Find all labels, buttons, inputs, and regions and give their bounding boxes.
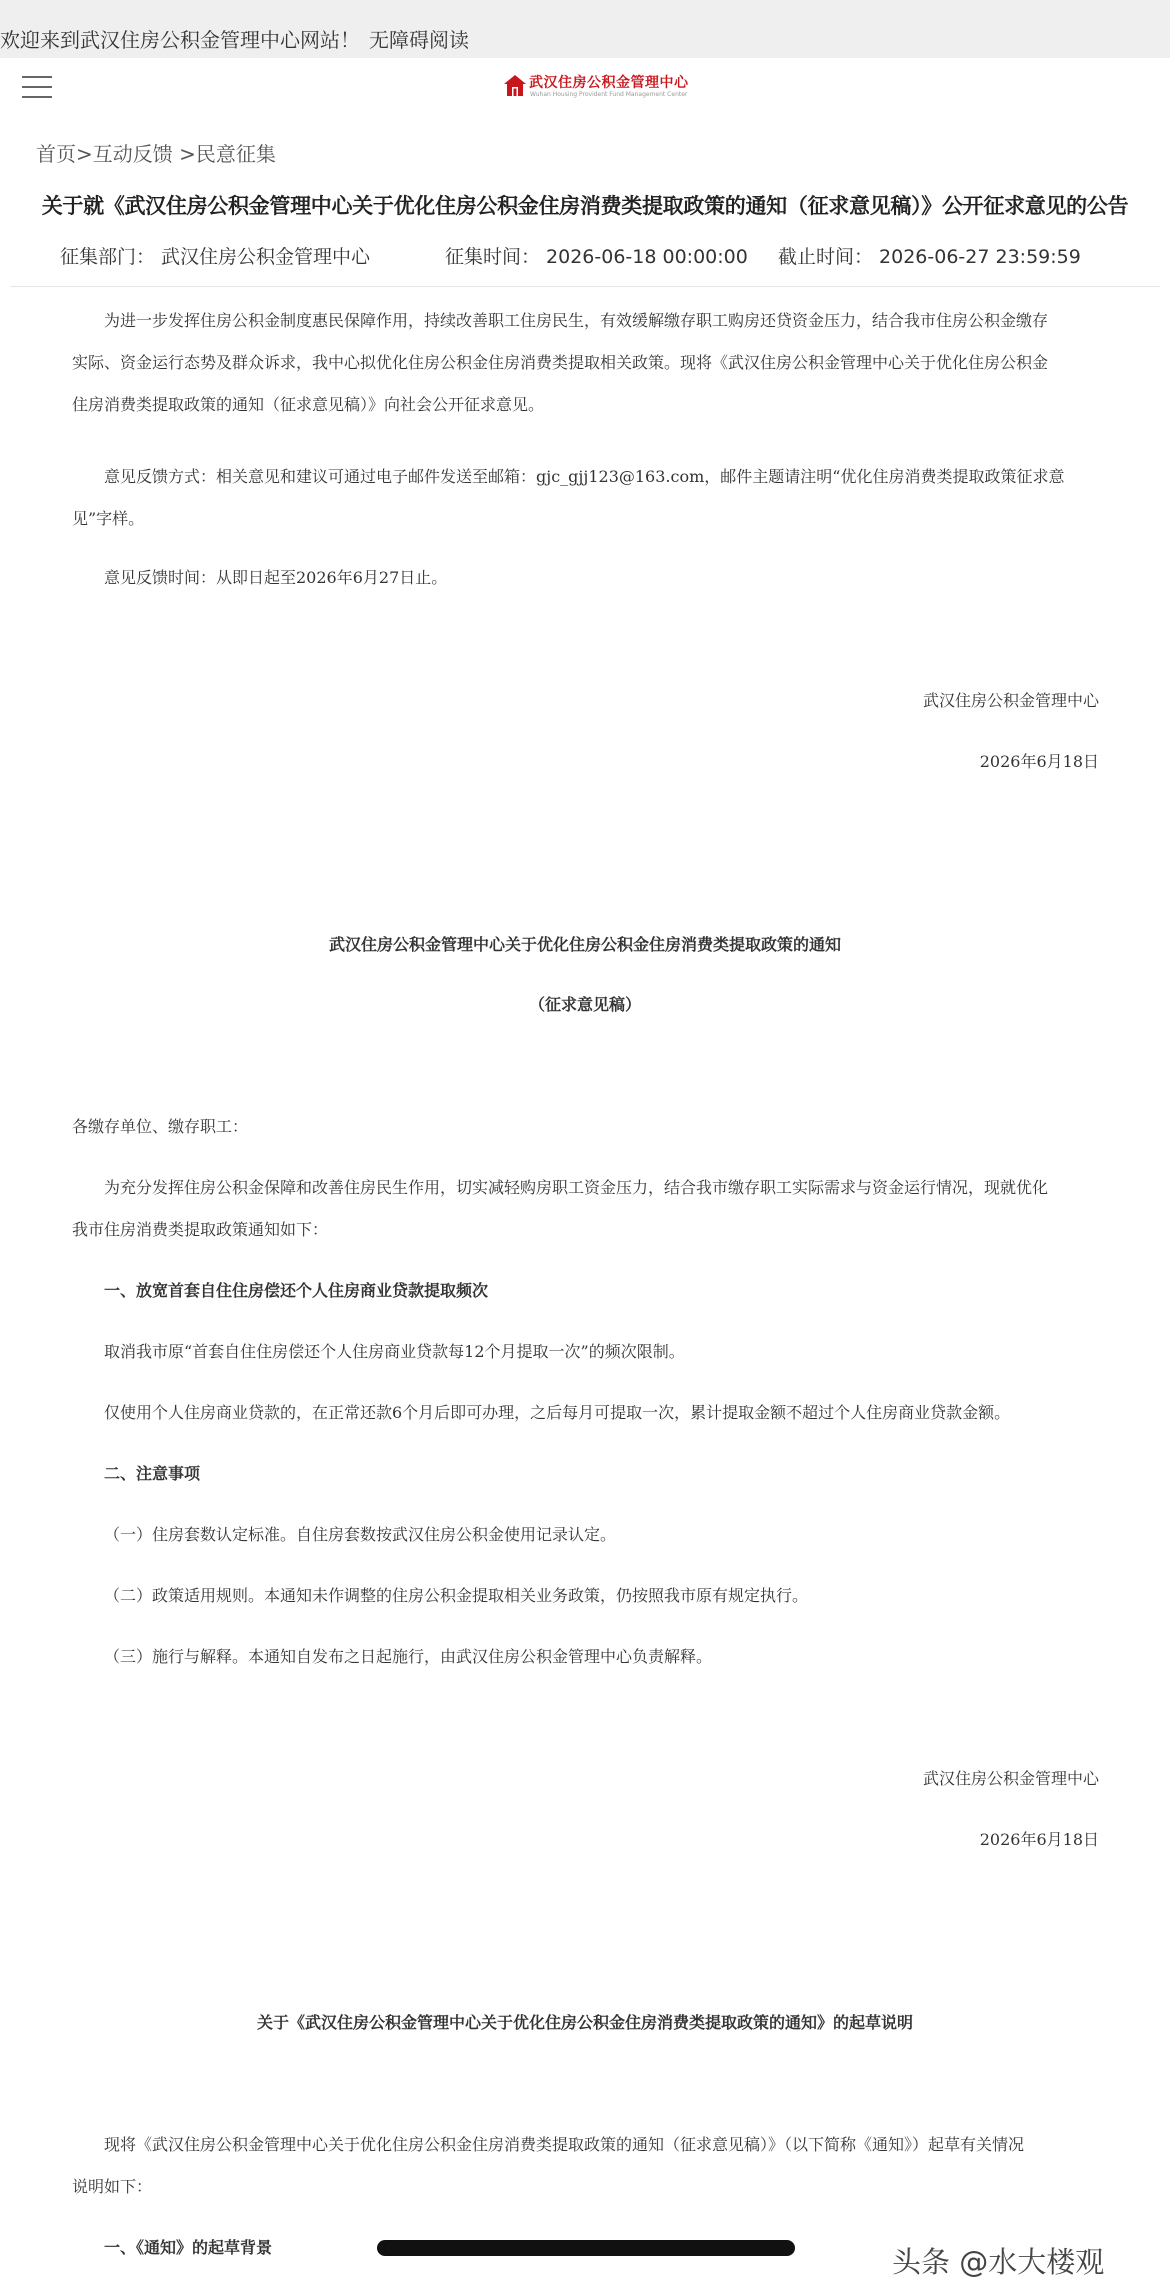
- notice-item-3: （三）施行与解释。本通知自发布之日起施行，由武汉住房公积金管理中心负责解释。: [104, 1647, 713, 1666]
- notice-heading-1: 一、放宽首套自住住房偿还个人住房商业贷款提取频次: [104, 1281, 489, 1300]
- notice-item-2: （二）政策适用规则。本通知未作调整的住房公积金提取相关业务政策，仍按照我市原有规定执行。: [104, 1586, 809, 1605]
- notice-title: 武汉住房公积金管理中心关于优化住房公积金住房消费类提取政策的通知: [328, 935, 841, 954]
- home-indicator-bar[interactable]: [377, 2240, 795, 2256]
- notice-heading-2: 二、注意事项: [104, 1464, 201, 1483]
- announcement-date: 2026年6月18日: [979, 752, 1099, 771]
- meta-divider: [10, 286, 1160, 287]
- meta-start-time: 征集时间： 2026-06-18 00:00:00: [445, 246, 748, 268]
- explanation-heading-1: 一、《通知》的起草背景: [104, 2238, 273, 2257]
- welcome-text: 欢迎来到武汉住房公积金管理中心网站！: [0, 28, 360, 52]
- notice-intro-line-2: 我市住房消费类提取政策通知如下：: [72, 1220, 329, 1239]
- top-bar: [0, 0, 1170, 58]
- hamburger-menu-icon[interactable]: [22, 74, 52, 100]
- breadcrumb-home[interactable]: 首页: [36, 142, 76, 166]
- announcement-para-1-line-1: 为进一步发挥住房公积金制度惠民保障作用，持续改善职工住房民生，有效缓解缴存职工购房还贷资金压力，结合我市住房公积金缴存: [104, 311, 1049, 330]
- breadcrumb-interaction[interactable]: 互动反馈: [92, 142, 173, 166]
- notice-date: 2026年6月18日: [979, 1830, 1099, 1849]
- breadcrumb: [36, 138, 276, 167]
- site-header: [0, 58, 1170, 118]
- explanation-para-1-line-1: 现将《武汉住房公积金管理中心关于优化住房公积金住房消费类提取政策的通知（征求意见稿）》（以下简称《通知》）起草有关情况: [104, 2135, 1025, 2154]
- site-logo[interactable]: [503, 71, 689, 105]
- announcement-signature: 武汉住房公积金管理中心: [922, 691, 1099, 710]
- watermark-text: 头条 @水大楼观: [892, 2245, 1105, 2279]
- page-title: 关于就《武汉住房公积金管理中心关于优化住房公积金住房消费类提取政策的通知（征求意见稿）》公开征求意见的公告: [41, 194, 1129, 218]
- breadcrumb-separator: >: [172, 142, 196, 166]
- notice-signature: 武汉住房公积金管理中心: [922, 1769, 1099, 1788]
- notice-salutation: 各缴存单位、缴存职工：: [72, 1117, 249, 1136]
- explanation-para-1-line-2: 说明如下：: [72, 2177, 153, 2196]
- meta-department: 征集部门： 武汉住房公积金管理中心: [60, 246, 371, 268]
- logo-english: Wuhan Housing Provident Fund Management Center: [530, 91, 688, 98]
- announcement-para-1-line-2: 实际、资金运行态势及群众诉求，我中心拟优化住房公积金住房消费类提取相关政策。现将《武汉住房公积金管理中心关于优化住房公积金: [72, 353, 1049, 372]
- notice-heading-1-para-2: 仅使用个人住房商业贷款的，在正常还款6个月后即可办理，之后每月可提取一次，累计提取金额不超过个人住房商业贷款金额。: [104, 1403, 1011, 1422]
- logo-name: 武汉住房公积金管理中心: [529, 75, 689, 91]
- announcement-para-2-line-2: 见”字样。: [72, 509, 145, 528]
- explanation-title: 关于《武汉住房公积金管理中心关于优化住房公积金住房消费类提取政策的通知》的起草说明: [256, 2013, 913, 2032]
- house-logo-icon: [503, 74, 527, 98]
- accessibility-link[interactable]: 无障碍阅读: [369, 28, 469, 52]
- notice-item-1: （一）住房套数认定标准。自住房套数按武汉住房公积金使用记录认定。: [104, 1525, 617, 1544]
- announcement-para-3: 意见反馈时间：从即日起至2026年6月27日止。: [104, 568, 448, 587]
- breadcrumb-separator: >: [76, 142, 93, 166]
- breadcrumb-current[interactable]: 民意征集: [195, 142, 276, 166]
- notice-intro-line-1: 为充分发挥住房公积金保障和改善住房民生作用，切实减轻购房职工资金压力，结合我市缴存职工实际需求与资金运行情况，现就优化: [104, 1178, 1049, 1197]
- notice-heading-1-para-1: 取消我市原“首套自住住房偿还个人住房商业贷款每12个月提取一次”的频次限制。: [104, 1342, 685, 1361]
- meta-end-time: 截止时间： 2026-06-27 23:59:59: [778, 246, 1081, 268]
- notice-subtitle: （征求意见稿）: [528, 995, 641, 1014]
- announcement-para-2-line-1: 意见反馈方式：相关意见和建议可通过电子邮件发送至邮箱：gjc_gjj123@163.com，邮件主题请注明“优化住房消费类提取政策征求意: [104, 467, 1065, 486]
- announcement-para-1-line-3: 住房消费类提取政策的通知（征求意见稿）》向社会公开征求意见。: [72, 395, 545, 414]
